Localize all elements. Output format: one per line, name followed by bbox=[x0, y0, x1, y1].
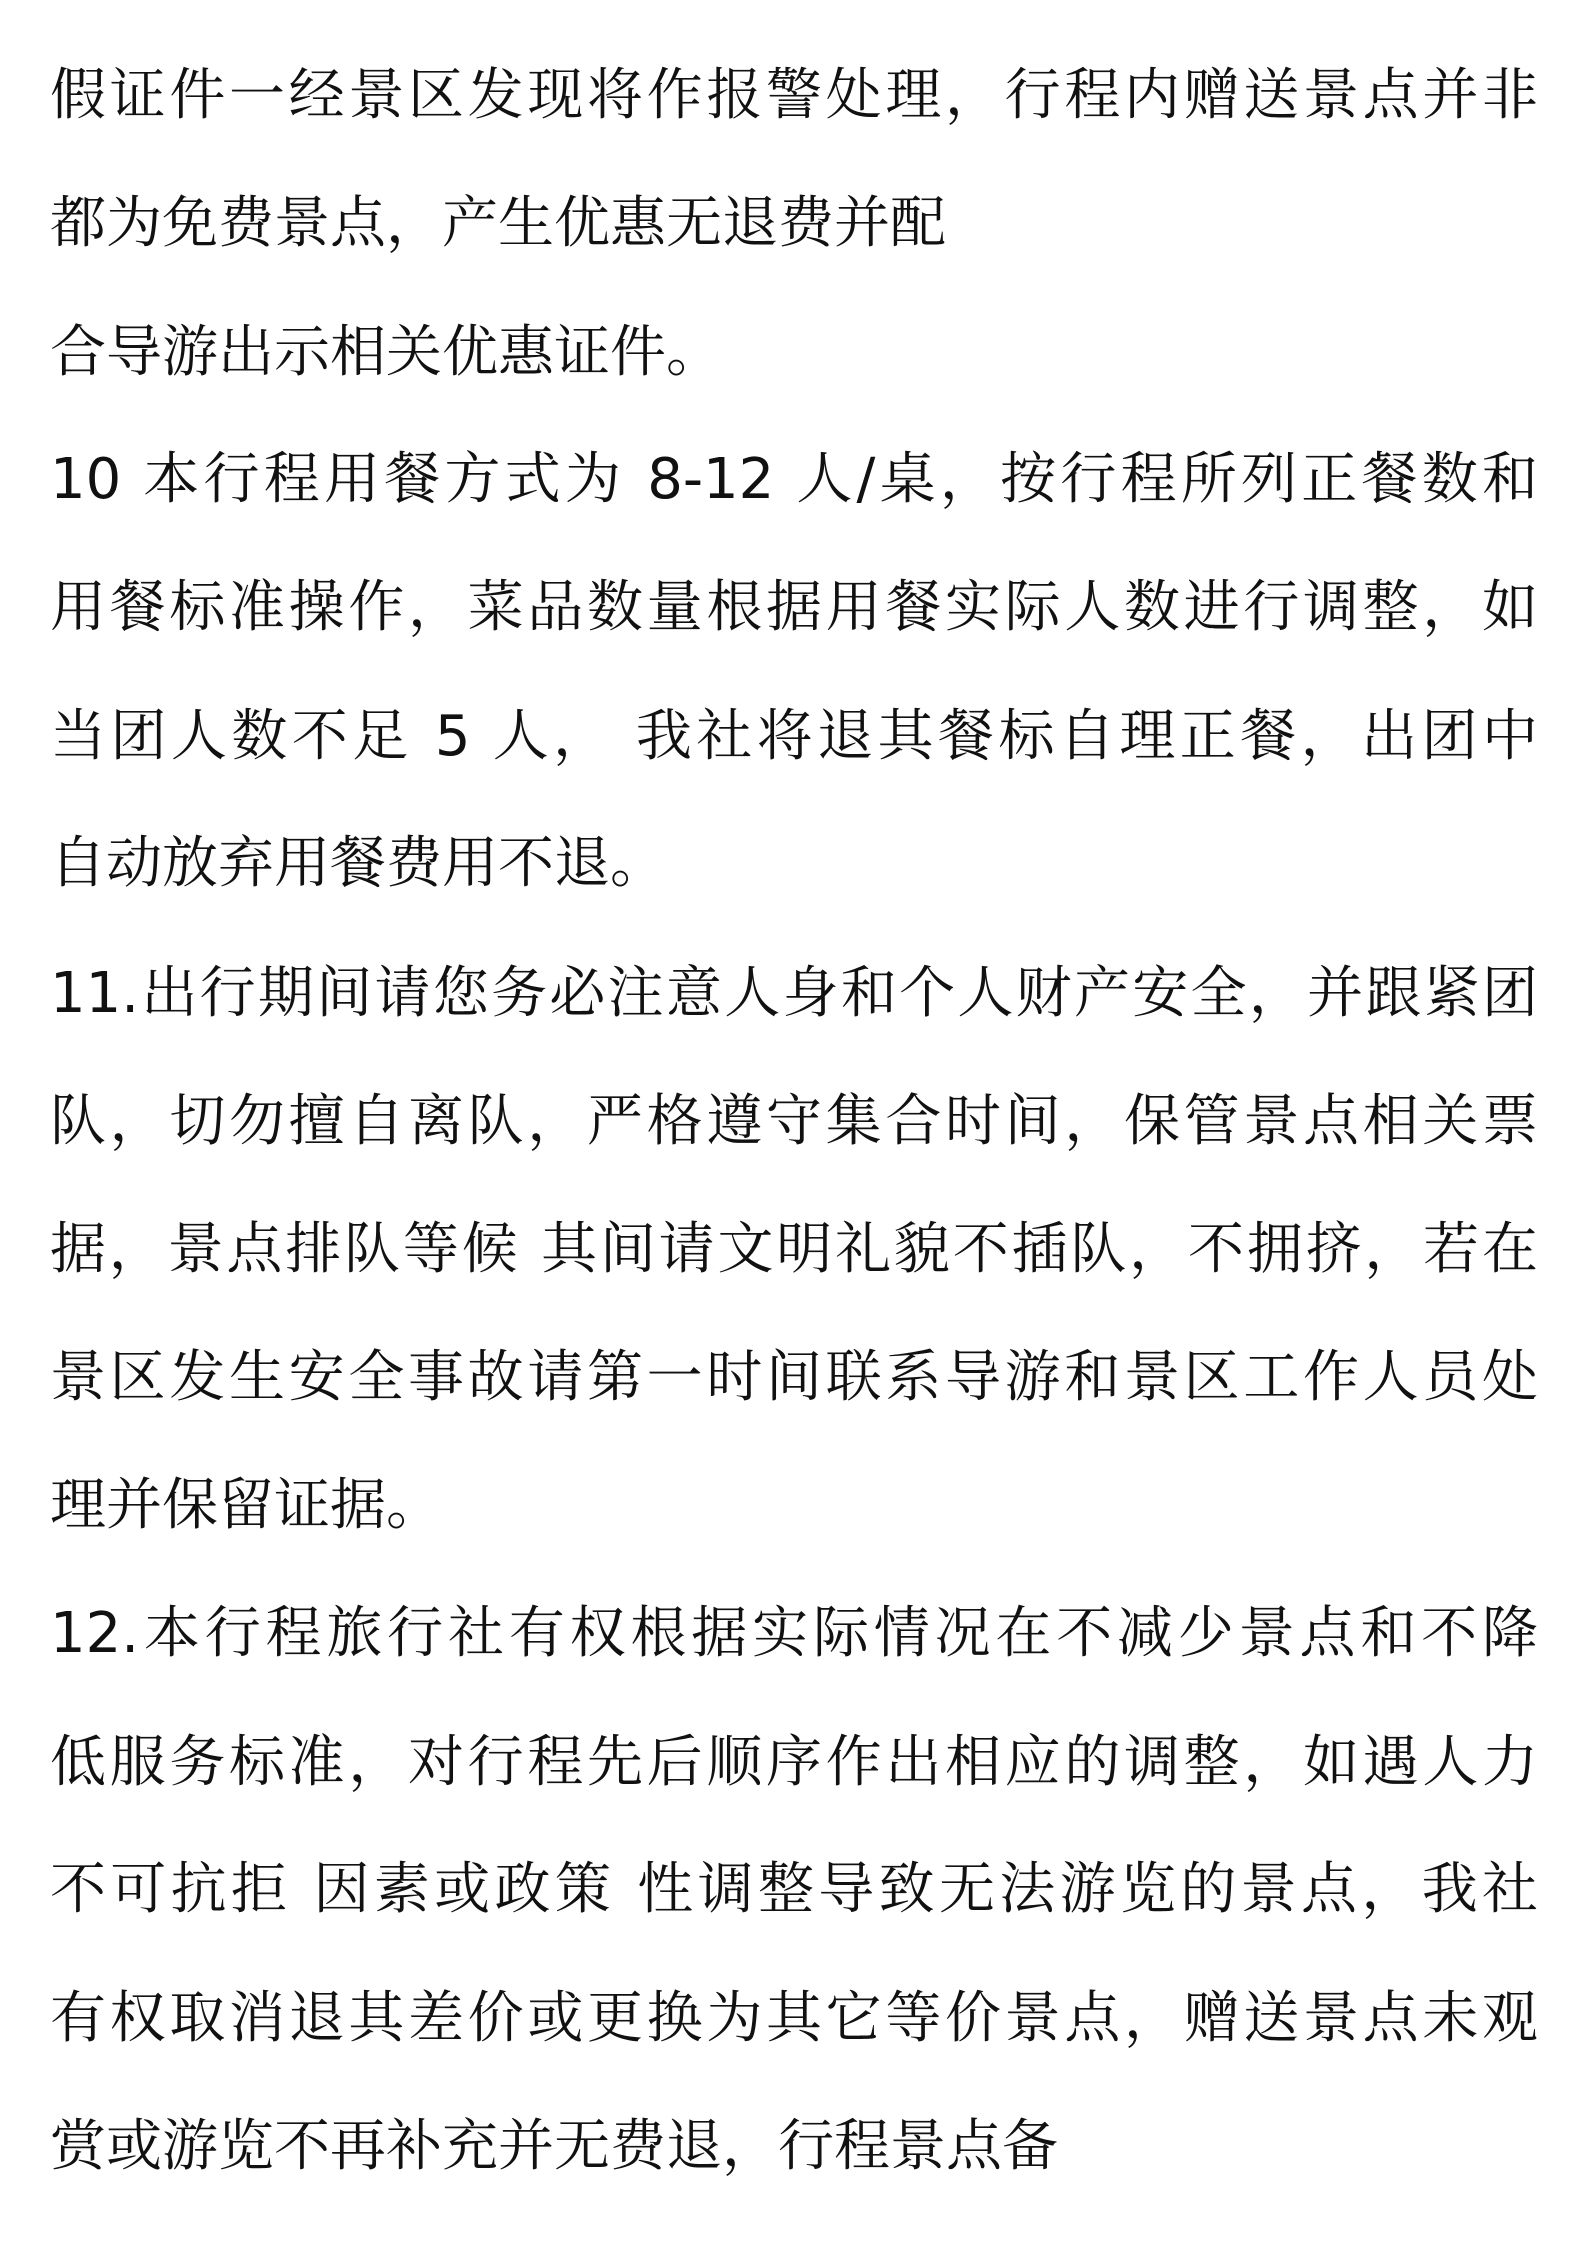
text-line: 12.本行程旅行社有权根据实际情况在不减少景点和不降 bbox=[50, 1601, 1538, 1666]
text-line: 低服务标准，对行程先后顺序作出相应的调整，如遇人力 bbox=[50, 1730, 1538, 1795]
text-line: 10 本行程用餐方式为 8-12 人/桌，按行程所列正餐数和 bbox=[50, 447, 1538, 512]
text-line: 自动放弃用餐费用不退。 bbox=[50, 831, 666, 896]
text-line: 不可抗拒 因素或政策 性调整导致无法游览的景点，我社 bbox=[50, 1857, 1538, 1922]
text-line: 当团人数不足 5 人， 我社将退其餐标自理正餐，出团中 bbox=[50, 704, 1538, 769]
text-line: 赏或游览不再补充并无费退，行程景点备 bbox=[50, 2114, 1058, 2179]
text-line: 有权取消退其差价或更换为其它等价景点，赠送景点未观 bbox=[50, 1986, 1538, 2051]
text-line: 景区发生安全事故请第一时间联系导游和景区工作人员处 bbox=[50, 1345, 1538, 1410]
text-line: 合导游出示相关优惠证件。 bbox=[50, 320, 722, 385]
text-line: 理并保留证据。 bbox=[50, 1473, 442, 1538]
text-line: 队，切勿擅自离队，严格遵守集合时间，保管景点相关票 bbox=[50, 1089, 1538, 1154]
text-line: 用餐标准操作，菜品数量根据用餐实际人数进行调整，如 bbox=[50, 575, 1538, 640]
text-line: 据，景点排队等候 其间请文明礼貌不插队，不拥挤，若在 bbox=[50, 1217, 1538, 1282]
text-line: 假证件一经景区发现将作报警处理，行程内赠送景点并非 bbox=[50, 63, 1538, 128]
text-line: 都为免费景点，产生优惠无退费并配 bbox=[50, 191, 946, 256]
text-line: 11.出行期间请您务必注意人身和个人财产安全，并跟紧团 bbox=[50, 961, 1538, 1026]
